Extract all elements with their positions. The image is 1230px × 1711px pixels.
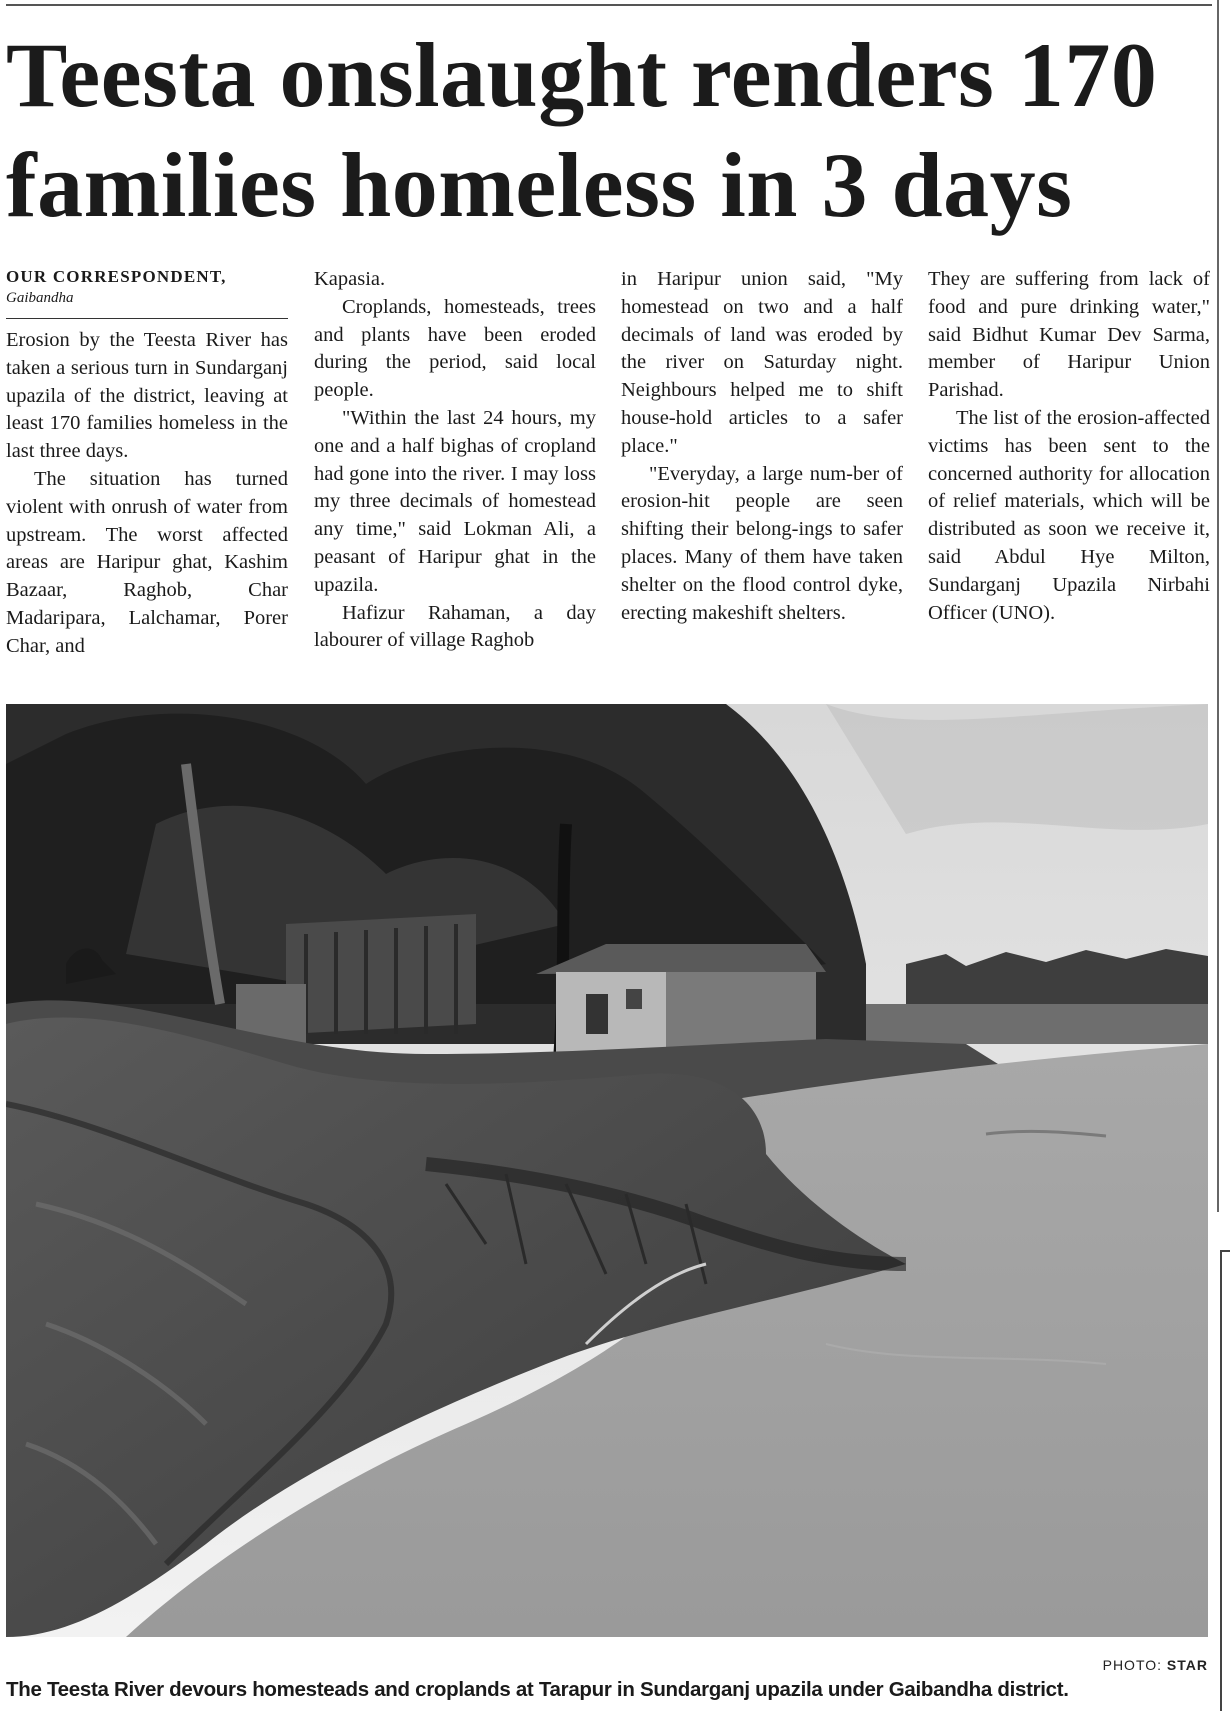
paragraph: Erosion by the Teesta River has taken a serious turn in Sundarganj upazila of the district, leaving at least 170 families homeless in the last three days. <box>6 329 288 463</box>
paragraph: Hafizur Rahaman, a day labourer of village Raghob <box>314 601 596 652</box>
photo-credit <box>1103 1657 1208 1673</box>
article-column-4 <box>928 266 1210 627</box>
article-column-3 <box>621 266 903 627</box>
adjacent-box-border-top <box>1220 1250 1230 1252</box>
byline-author: OUR CORRESPONDENT, <box>6 267 227 286</box>
column-divider <box>1217 0 1219 1212</box>
paragraph: "Within the last 24 hours, my one and a half bighas of cropland had gone into the river. I may loss my three decimals of homestead any time," said Lokman Ali, a peasant of Haripur ghat in the upazila. <box>314 406 596 596</box>
article-column-1 <box>6 266 288 661</box>
adjacent-box-border <box>1220 1250 1222 1711</box>
byline-rule <box>6 318 288 319</box>
paragraph: in Haripur union said, "My homestead on two and a half decimals of land was eroded by the river on Saturday night. Neighbours helped me to shift house-hold articles to a safer place." <box>621 268 903 457</box>
paragraph: "Everyday, a large num-ber of erosion-hit people are seen shifting their belong-ings to safer places. Many of them have taken shelter on the flood control dyke, erecting makeshift shelters. <box>621 462 903 624</box>
byline-place: Gaibandha <box>6 290 74 306</box>
news-photo <box>6 704 1208 1637</box>
paragraph: Kapasia. <box>314 268 386 290</box>
photo-credit-source: STAR <box>1166 1657 1208 1673</box>
paragraph: The situation has turned violent with onrush of water from upstream. The worst affected areas are Haripur ghat, Kashim Bazaar, Raghob, Char Madaripara, Lalchamar, Porer Char, and <box>6 467 288 657</box>
top-rule <box>6 4 1212 6</box>
paragraph: The list of the erosion-affected victims has been sent to the concerned authority for allocation of relief materials, which will be distributed as soon we receive it, said Abdul Hye Milton, Sundarganj Upazila Nirbahi Officer (UNO). <box>928 406 1210 624</box>
paragraph: They are suffering from lack of food and pure drinking water," said Bidhut Kumar Dev Sarma, member of Haripur Union Parishad. <box>928 268 1210 402</box>
article-column-2 <box>314 266 596 655</box>
photo-caption: The Teesta River devours homesteads and croplands at Tarapur in Sundarganj upazila under Gaibandha district. <box>6 1678 1069 1701</box>
photo-credit-label: PHOTO: <box>1102 1657 1163 1673</box>
paragraph: Croplands, homesteads, trees and plants have been eroded during the period, said local people. <box>314 295 596 402</box>
headline: Teesta onslaught renders 170 families homeless in 3 days <box>6 24 1158 236</box>
